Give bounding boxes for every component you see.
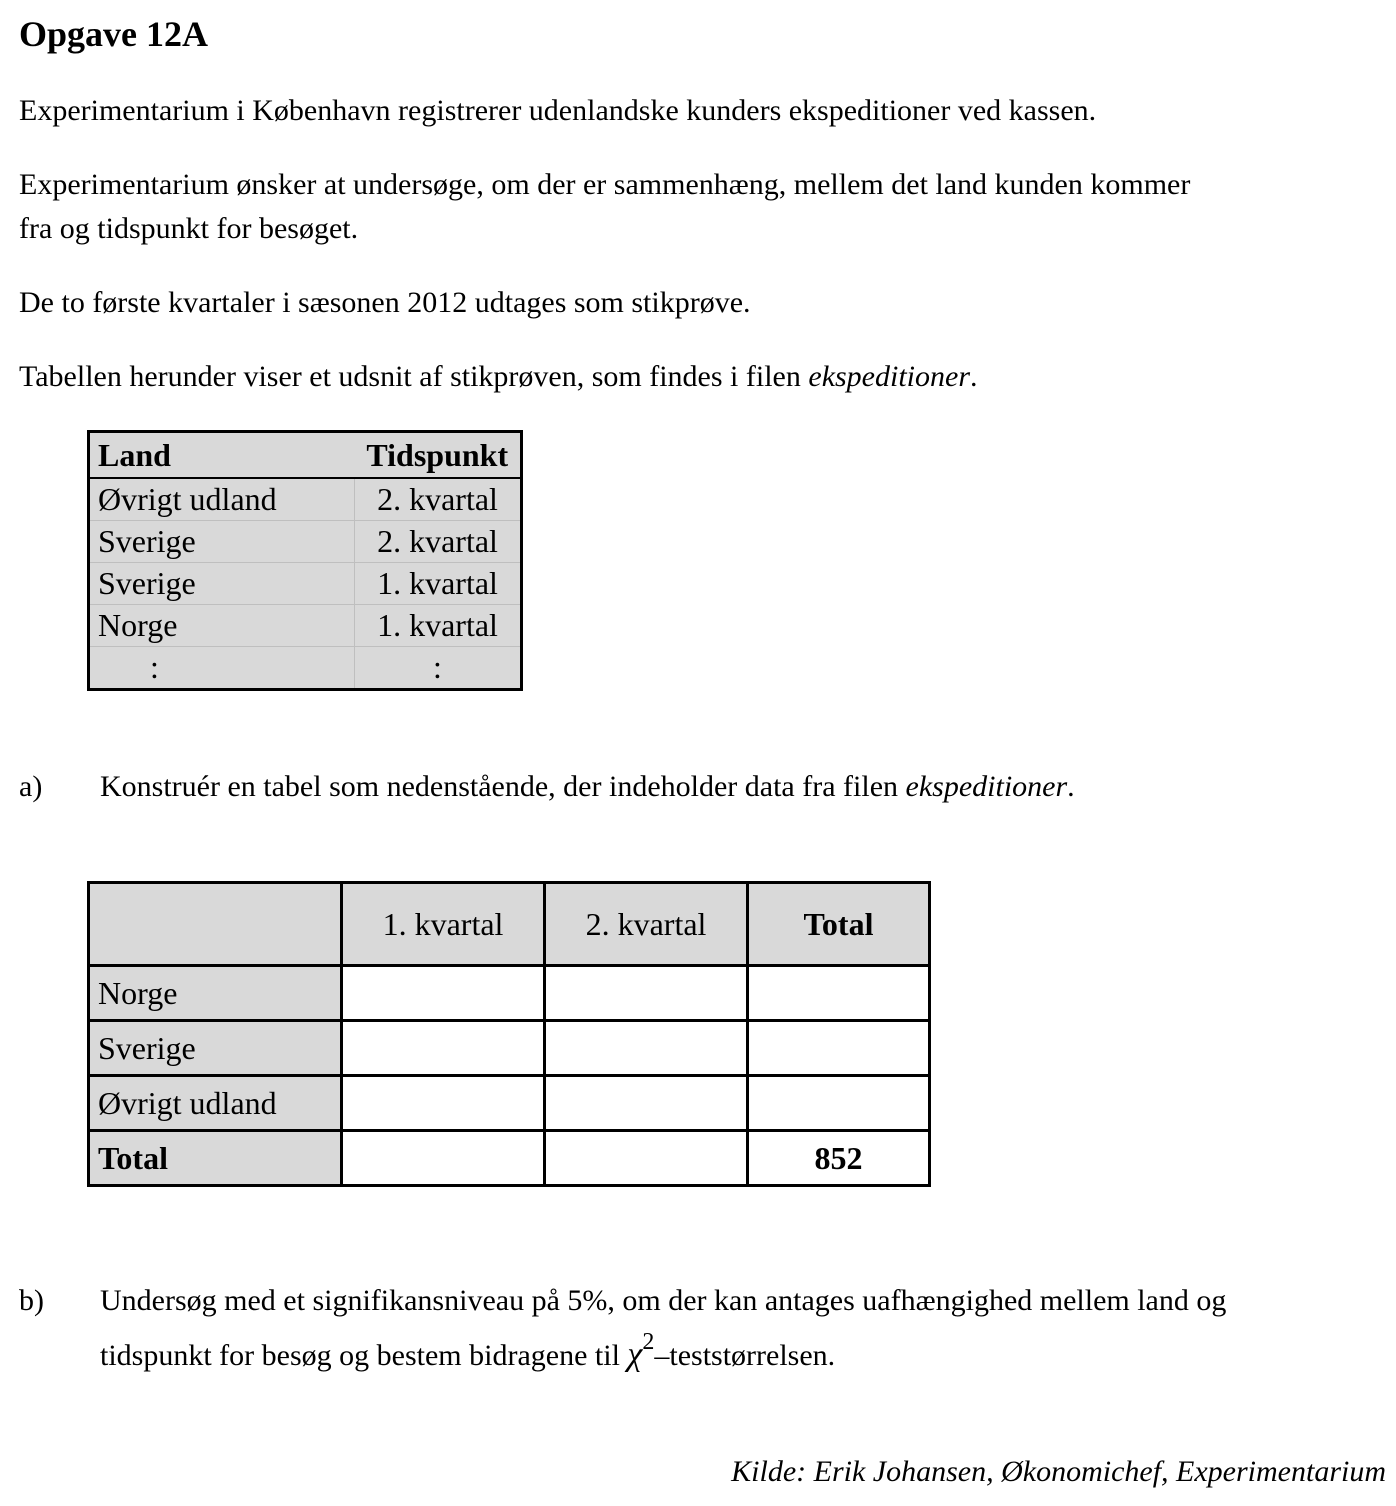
sample-cell-continuation: : [89, 647, 355, 690]
question-b-line-2-suffix: –teststørrelsen. [654, 1339, 836, 1372]
cell-sverige-q2 [545, 1021, 748, 1076]
contingency-header-row [89, 883, 930, 966]
cell-norge-total [748, 966, 930, 1021]
sample-cell-land: Øvrigt udland [89, 478, 355, 521]
table-row [89, 563, 522, 605]
sample-cell-tidspunkt: 2. kvartal [377, 481, 498, 517]
sample-cell-land: Sverige [89, 521, 355, 563]
row-label-sverige: Sverige [89, 1021, 342, 1076]
col-header-q2: 2. kvartal [545, 883, 748, 966]
row-label-norge: Norge [89, 966, 342, 1021]
corner-cell [89, 883, 342, 966]
cell-sverige-total [748, 1021, 930, 1076]
row-label-total: Total [89, 1131, 342, 1186]
cell-grand-total: 852 [748, 1131, 930, 1186]
contingency-table [87, 881, 931, 1187]
table-row [89, 966, 930, 1021]
source-credit: Kilde: Erik Johansen, Økonomichef, Experimentarium [731, 1455, 1386, 1488]
sample-cell-tidspunkt: 1. kvartal [355, 605, 522, 647]
sample-table-header [89, 432, 522, 479]
cell-total-q2 [545, 1131, 748, 1186]
table-row [89, 1131, 930, 1186]
cell-total-q1 [342, 1131, 545, 1186]
header-tidspunkt: Tidspunkt [355, 432, 522, 479]
question-a-text [100, 765, 1075, 809]
sample-table [87, 430, 523, 691]
chi-symbol: χ [627, 1336, 643, 1373]
cell-ovrigt-q1 [342, 1076, 545, 1131]
table-row [89, 1076, 930, 1131]
page-title: Opgave 12A [19, 14, 208, 54]
sample-cell-continuation: : [355, 647, 522, 690]
question-b-line-2-prefix: tidspunkt for besøg og bestem bidragene til [100, 1339, 628, 1372]
table-row [89, 521, 522, 563]
row-label-ovrigt-udland: Øvrigt udland [89, 1076, 342, 1131]
table-intro-paragraph [19, 355, 978, 399]
sample-cell-land: Sverige [89, 563, 355, 605]
intro-paragraph: Experimentarium i København registrerer udenlandske kunders ekspeditioner ved kassen. [19, 94, 1097, 127]
question-a-suffix: . [1067, 770, 1075, 803]
col-header-total: Total [748, 883, 930, 966]
header-land: Land [89, 432, 355, 479]
question-a-prefix: Konstruér en tabel som nedenstående, der indeholder data fra filen [100, 770, 906, 803]
file-name: ekspeditioner [808, 360, 970, 393]
purpose-paragraph-line-1: Experimentarium ønsker at undersøge, om der er sammenhæng, mellem det land kunden kommer [19, 168, 1191, 201]
question-b-line-2 [100, 1329, 836, 1380]
cell-ovrigt-q2 [545, 1076, 748, 1131]
cell-sverige-q1 [342, 1021, 545, 1076]
sample-cell-tidspunkt: 1. kvartal [355, 563, 522, 605]
cell-ovrigt-total [748, 1076, 930, 1131]
cell-norge-q2 [545, 966, 748, 1021]
question-a-label: a) [19, 770, 43, 803]
table-row [89, 1021, 930, 1076]
table-row [89, 647, 522, 690]
col-header-q1: 1. kvartal [342, 883, 545, 966]
table-row [89, 605, 522, 647]
table-row [89, 478, 522, 521]
question-a-file: ekspeditioner [905, 770, 1068, 803]
purpose-paragraph-line-2: fra og tidspunkt for besøget. [19, 212, 359, 245]
sample-cell-tidspunkt: 2. kvartal [355, 521, 522, 563]
cell-norge-q1 [342, 966, 545, 1021]
table-intro-suffix: . [970, 360, 978, 393]
sample-paragraph: De to første kvartaler i sæsonen 2012 udtages som stikprøve. [19, 286, 751, 319]
chi-exponent: 2 [642, 1329, 655, 1355]
question-b-line-1: Undersøg med et signifikansniveau på 5%, om der kan antages uafhængighed mellem land og [100, 1284, 1227, 1317]
question-b-label: b) [19, 1284, 44, 1317]
table-intro-text: Tabellen herunder viser et udsnit af stikprøven, som findes i filen [19, 360, 809, 393]
sample-cell-land: Norge [89, 605, 355, 647]
